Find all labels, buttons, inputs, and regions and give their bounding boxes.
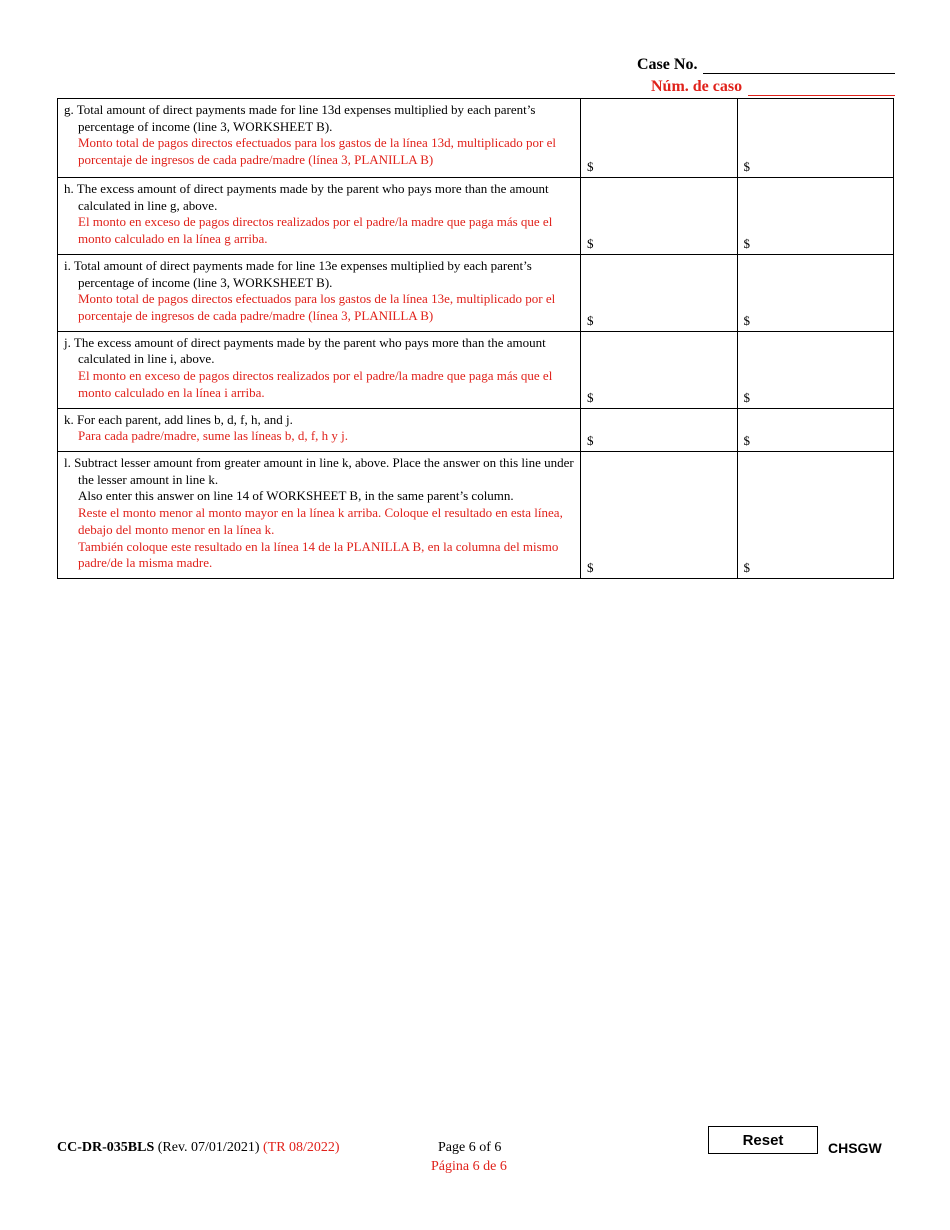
- row-l-parent2-amount[interactable]: $: [737, 452, 894, 579]
- page-number-es: Página 6 de 6: [431, 1159, 507, 1174]
- row-h-parent1-amount[interactable]: $: [581, 178, 738, 255]
- row-g-parent2-amount[interactable]: $: [737, 99, 894, 178]
- reset-button[interactable]: Reset: [708, 1126, 818, 1154]
- row-h-text-en: h. The excess amount of direct payments made by the parent who pays more than the amount calculated in line g, above.: [64, 181, 549, 213]
- row-l-description: [58, 452, 581, 579]
- row-h-text-es: El monto en exceso de pagos directos realizados por el padre/la madre que paga más que el monto calculado en la línea g arriba.: [78, 214, 553, 247]
- row-l-text-en: l. Subtract lesser amount from greater amount in line k, above. Place the answer on this line under the lesser amount in line k.: [64, 455, 574, 487]
- row-h: [58, 178, 894, 255]
- form-code: [57, 1140, 340, 1156]
- case-number-block: [637, 52, 895, 96]
- case-no-field[interactable]: [703, 58, 895, 74]
- row-j-parent1-amount[interactable]: $: [581, 331, 738, 408]
- case-no-field-es[interactable]: [748, 80, 895, 96]
- row-l-text-es-2: También coloque este resultado en la línea 14 de la PLANILLA B, en la columna del mismo padre/de la misma madre.: [78, 538, 559, 571]
- row-g-description: [58, 99, 581, 178]
- row-i: [58, 254, 894, 331]
- row-k-text-es: Para cada padre/madre, sume las líneas b, d, f, h y j.: [78, 428, 349, 444]
- row-h-description: [58, 178, 581, 255]
- row-l-text-es: Reste el monto menor al monto mayor en la línea k arriba. Coloque el resultado en esta línea, debajo del monto menor en la línea k.: [78, 505, 563, 537]
- page-number: Page 6 of 6: [438, 1140, 502, 1155]
- row-l-parent1-amount[interactable]: $: [581, 452, 738, 579]
- row-j-description: [58, 331, 581, 408]
- row-g: [58, 99, 894, 178]
- row-i-text-en: i. Total amount of direct payments made for line 13e expenses multiplied by each parent’s percentage of income (line 3, WORKSHEET B).: [64, 257, 532, 290]
- case-no-label: Case No.: [637, 56, 698, 73]
- row-k-parent1-amount[interactable]: $: [581, 408, 738, 451]
- row-l-text-en-2: Also enter this answer on line 14 of WORKSHEET B, in the same parent’s column.: [78, 488, 514, 504]
- row-g-text-en: g. Total amount of direct payments made for line 13d expenses multiplied by each parent’s percentage of income (line 3, WORKSHEET B).: [64, 102, 536, 134]
- row-k-parent2-amount[interactable]: $: [737, 408, 894, 451]
- row-k-text-en: k. For each parent, add lines b, d, f, h, and j.: [64, 411, 293, 427]
- form-translation-revision: (TR 08/2022): [262, 1140, 340, 1155]
- row-j: [58, 331, 894, 408]
- row-g-text-es: Monto total de pagos directos efectuados para los gastos de la línea 13d, multiplicado por el porcentaje de ingresos de cada padre/madre (línea 3, PLANILLA B): [78, 135, 556, 168]
- form-revision: (Rev. 07/01/2021): [157, 1140, 260, 1155]
- row-i-description: [58, 254, 581, 331]
- row-j-text-en: j. The excess amount of direct payments made by the parent who pays more than the amount calculated in line i, above.: [64, 334, 546, 367]
- form-id: CHSGW: [828, 1140, 882, 1156]
- case-no-label-es: Núm. de caso: [651, 78, 743, 95]
- row-j-text-es: El monto en exceso de pagos directos realizados por el padre/la madre que paga más que el monto calculado en la línea i arriba.: [78, 368, 553, 400]
- row-g-parent1-amount[interactable]: $: [581, 99, 738, 178]
- row-j-parent2-amount[interactable]: $: [737, 331, 894, 408]
- row-k: [58, 408, 894, 451]
- row-i-text-es: Monto total de pagos directos efectuados para los gastos de la línea 13e, multiplicado por el porcentaje de ingresos de cada padre/madre (línea 3, PLANILLA B): [78, 291, 556, 323]
- form-code-number: CC-DR-035BLS: [57, 1140, 155, 1155]
- worksheet-table: [57, 98, 894, 579]
- row-k-description: [58, 408, 581, 451]
- row-h-parent2-amount[interactable]: $: [737, 178, 894, 255]
- row-l: [58, 452, 894, 579]
- row-i-parent1-amount[interactable]: $: [581, 254, 738, 331]
- row-i-parent2-amount[interactable]: $: [737, 254, 894, 331]
